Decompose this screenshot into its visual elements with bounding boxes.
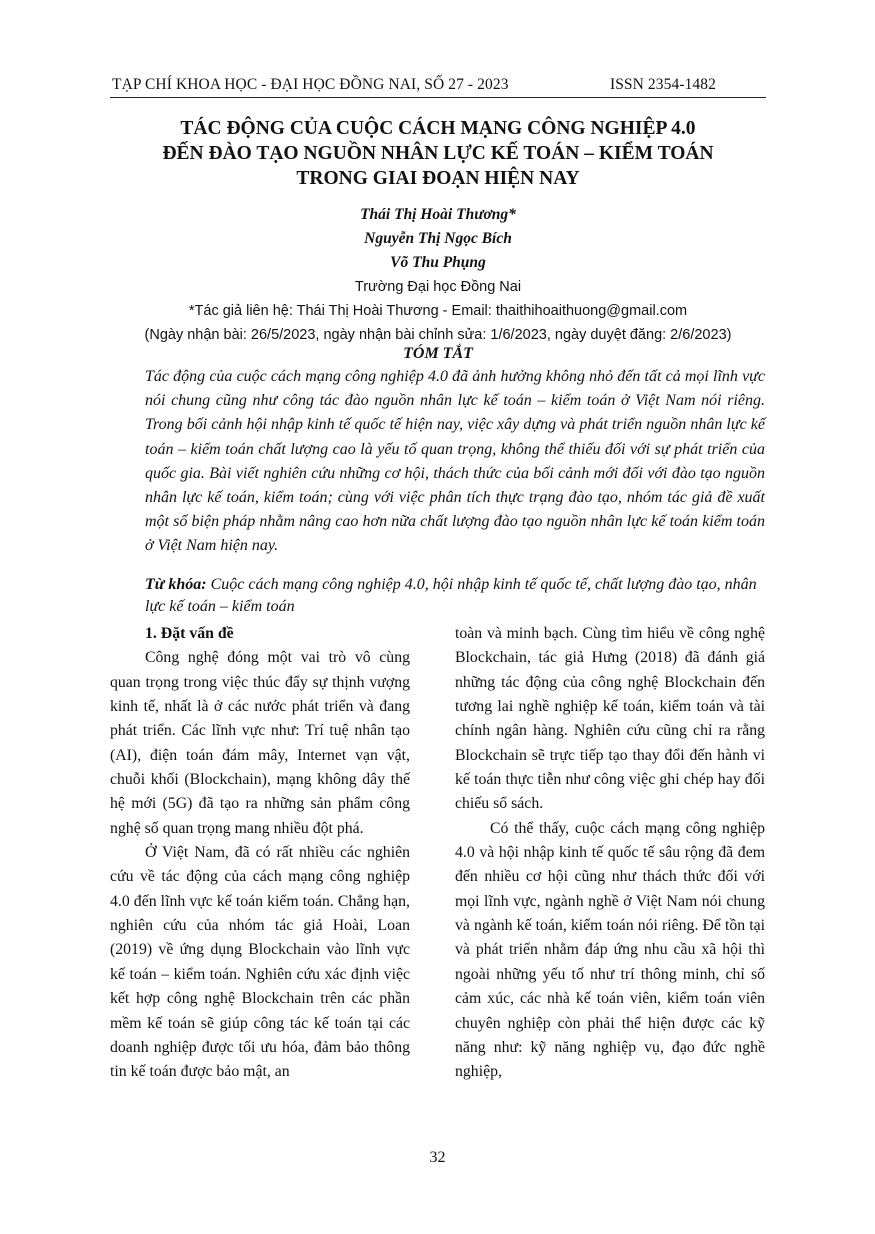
keywords-label: Từ khóa: <box>145 576 207 593</box>
paragraph: Có thể thấy, cuộc cách mạng công nghiệp 4.0 và hội nhập kinh tế quốc tế sâu rộng đã đem đến nhiều cơ hội cũng như thách thức đối với mọi lĩnh vực, ngành nghề ở Việt Nam nói chung và ngành kế toán, kiểm toán nói riêng. Để tồn tại và phát triển nhằm đáp ứng nhu cầu xã hội thì ngoài những yếu tố như trí thông minh, chỉ số cảm xúc, các nhà kế toán viên, kiểm toán viên chuyên nghiệp còn phải thể hiện được các kỹ năng như: kỹ năng nghiệp vụ, đạo đức nghề nghiệp, <box>455 819 765 1081</box>
submission-dates: (Ngày nhận bài: 26/5/2023, ngày nhận bài chỉnh sửa: 1/6/2023, ngày duyệt đăng: 2/6/2023) <box>144 327 732 343</box>
running-header <box>112 76 764 94</box>
corresponding-author: *Tác giả liên hệ: Thái Thị Hoài Thương - Email: thaithihoaithuong@gmail.com <box>188 303 688 319</box>
journal-name: TẠP CHÍ KHOA HỌC - ĐẠI HỌC ĐỒNG NAI, SỐ 27 - 2023 <box>112 76 509 93</box>
abstract-heading: TÓM TẮT <box>403 345 473 362</box>
paragraph: Ở Việt Nam, đã có rất nhiều các nghiên cứu về tác động của cách mạng công nghiệp 4.0 đến lĩnh vực kế toán kiểm toán. Chẳng hạn, nghiên cứu của nhóm tác giả Hoài, Loan (2019) về ứng dụng Blockchain vào lĩnh vực kế toán – kiểm toán. Nghiên cứu xác định việc kết hợp công nghệ Blockchain trên các phần mềm kế toán sẽ giúp công tác kế toán tại các doanh nghiệp được tối ưu hóa, đảm bảo thông tin kế toán được bảo mật, an <box>110 844 410 1081</box>
author-3: Võ Thu Phụng <box>390 254 486 271</box>
keywords-text: Cuộc cách mạng công nghiệp 4.0, hội nhập kinh tế quốc tế, chất lượng đào tạo, nhân lực kế toán – kiểm toán <box>145 576 757 615</box>
keywords <box>145 574 765 618</box>
author-1: Thái Thị Hoài Thương* <box>360 206 516 223</box>
section-heading: 1. Đặt vấn đề <box>145 625 234 642</box>
abstract-text: Tác động của cuộc cách mạng công nghiệp 4.0 đã ảnh hưởng không nhỏ đến tất cả mọi lĩnh vực nói chung cũng như công tác đào nguồn nhân lực kế toán – kiểm toán ở Việt Nam nói riêng. Trong bối cảnh hội nhập kinh tế quốc tế hiện nay, việc xây dựng và phát triển nguồn nhân lực kế toán – kiểm toán chất lượng cao là yếu tố quan trọng, không thể thiếu đối với sự phát triển của quốc gia. Bài viết nghiên cứu những cơ hội, thách thức của bối cảnh mới đối với đào tạo nguồn nhân lực kế toán, kiểm toán; cùng với việc phân tích thực trạng đào tạo, nhóm tác giả đề xuất một số biện pháp nhằm nâng cao hơn nữa chất lượng đào tạo nguồn nhân lực kế toán kiểm toán ở Việt Nam hiện nay. <box>145 368 765 555</box>
title-line-3: TRONG GIAI ĐOẠN HIỆN NAY <box>296 168 580 189</box>
article-title <box>110 116 766 191</box>
abstract <box>145 365 765 559</box>
header-rule <box>110 97 766 98</box>
affiliation: Trường Đại học Đồng Nai <box>354 279 522 295</box>
author-block <box>110 203 766 347</box>
paragraph: toàn và minh bạch. Cùng tìm hiểu về công nghệ Blockchain, tác giả Hưng (2018) đã đánh giá những tác động của công nghệ Blockchain đến tương lai nghề nghiệp kế toán, kiểm toán và tài chính ngân hàng. Nghiên cứu cũng chỉ ra rằng Blockchain sẽ trực tiếp tạo thay đổi đến hành vi kế toán thực tiễn như công việc ghi chép hay đối chiếu sổ sách. <box>455 625 765 813</box>
title-line-2: ĐẾN ĐÀO TẠO NGUỒN NHÂN LỰC KẾ TOÁN – KIỂM TOÁN <box>162 143 714 164</box>
body-column-left <box>110 622 410 1085</box>
body-column-right <box>455 622 765 1085</box>
paragraph: Công nghệ đóng một vai trò vô cùng quan trọng trong việc thúc đẩy sự thịnh vượng kinh tế, nhất là ở các nước phát triển và đang phát triển. Các lĩnh vực như: Trí tuệ nhân tạo (AI), điện toán đám mây, Internet vạn vật, chuỗi khối (Blockchain), mạng không dây thế hệ mới (5G) đã tạo ra những sản phẩm công nghệ số quan trọng mang nhiều đột phá. <box>110 649 410 837</box>
author-2: Nguyễn Thị Ngọc Bích <box>364 230 512 247</box>
title-line-1: TÁC ĐỘNG CỦA CUỘC CÁCH MẠNG CÔNG NGHIỆP 4.0 <box>180 118 696 139</box>
page-number: 32 <box>429 1149 446 1166</box>
issn: ISSN 2354-1482 <box>609 76 716 93</box>
